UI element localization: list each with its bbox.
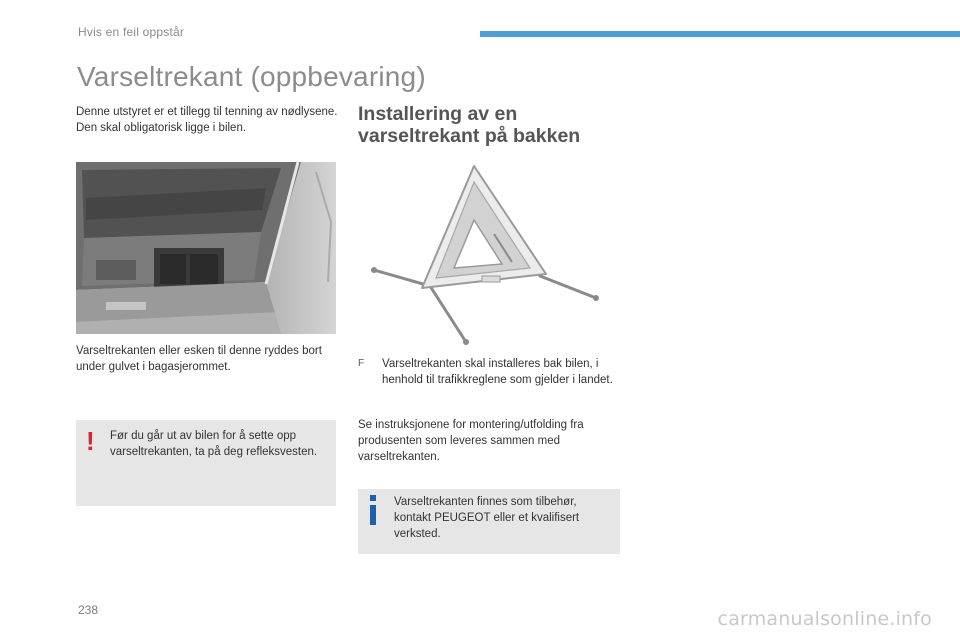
- warning-triangle-figure: [370, 158, 602, 348]
- page-title: Varseltrekant (oppbevaring): [77, 61, 426, 92]
- warning-box: [76, 420, 336, 506]
- section-title-line-2: varseltrekant på bakken: [358, 125, 581, 147]
- trunk-photo: [76, 162, 336, 334]
- instructions-text: Se instruksjonene for montering/utfolding fra produsenten som leveres sammen med varseltrekanten.: [358, 419, 584, 463]
- section-header: Hvis en feil oppstår: [78, 25, 185, 39]
- header-accent-bar: [480, 31, 960, 37]
- intro-line-2: Den skal obligatorisk ligge i bilen.: [76, 122, 247, 134]
- bullet-marker: F: [358, 358, 365, 369]
- section-title: [358, 103, 580, 147]
- info-icon: [367, 495, 379, 525]
- photo-caption: Varseltrekanten eller esken til denne ryddes bort under gulvet i bagasjerommet.: [76, 345, 322, 373]
- section-title-line-1: Installering av en: [358, 103, 518, 125]
- info-box: [358, 489, 620, 554]
- page-number: 238: [78, 603, 99, 617]
- watermark: carmanualsonline.info: [717, 608, 932, 630]
- trunk-illustration: [76, 162, 336, 334]
- bullet-item: [358, 356, 620, 388]
- bullet-text: Varseltrekanten skal installeres bak bilen, i henhold til trafikkreglene som gjelder i landet.: [382, 358, 613, 386]
- info-text: Varseltrekanten finnes som tilbehør, kontakt PEUGEOT eller et kvalifisert verksted.: [394, 496, 580, 540]
- warning-text: Før du går ut av bilen for å sette opp varseltrekanten, ta på deg refleksvesten.: [110, 430, 318, 458]
- intro-text: [76, 104, 338, 136]
- warning-triangle-icon: [370, 158, 602, 348]
- intro-line-1: Denne utstyret er et tillegg til tenning av nødlysene.: [76, 106, 338, 118]
- warning-icon: !: [86, 426, 95, 456]
